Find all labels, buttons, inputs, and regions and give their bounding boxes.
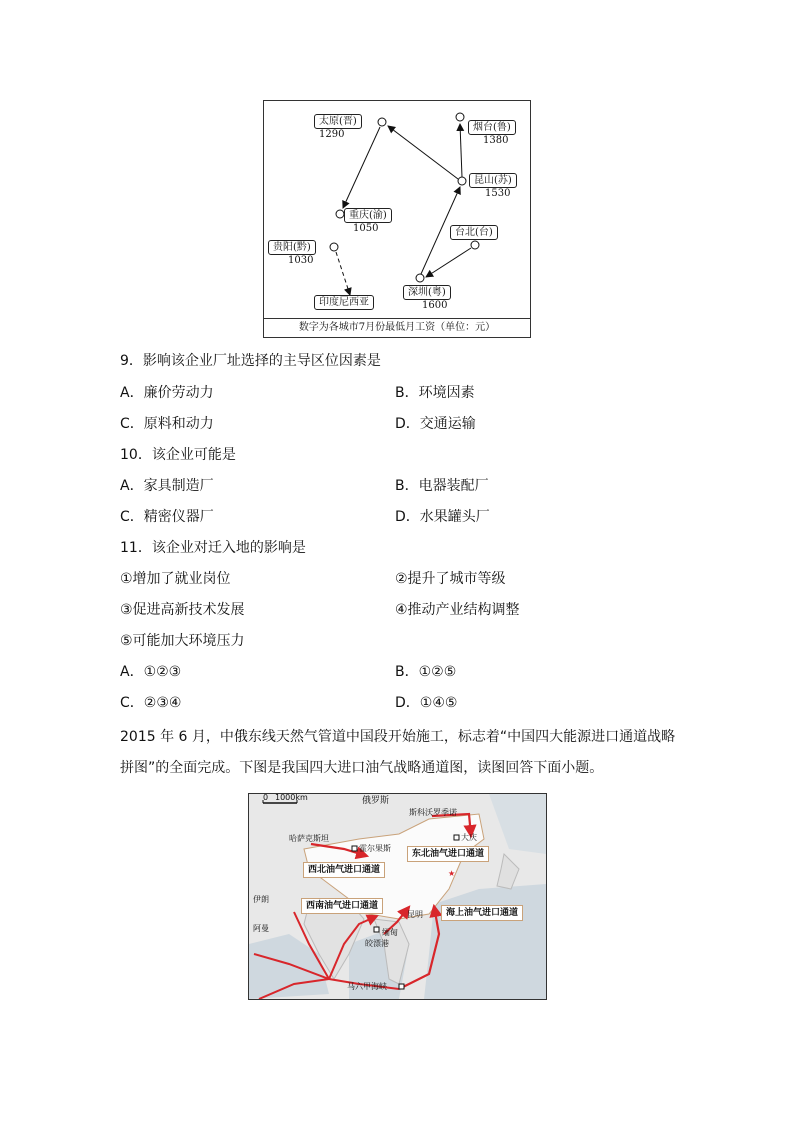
arrow-guiyang-indonesia: [336, 252, 350, 295]
question-10-stem: 10．该企业可能是: [120, 447, 236, 463]
q11-statement-3: ③促进高新技术发展: [120, 602, 245, 618]
label-kunming: 昆明: [407, 910, 423, 919]
node-square-khorgos: [352, 846, 357, 851]
node-square-myanmar: [374, 927, 379, 932]
arrow-kunshan-yantai: [460, 124, 462, 177]
scale-distance: 1000km: [275, 793, 308, 802]
q9-option-c: C．原料和动力: [120, 416, 214, 432]
city-box-guiyang: 贵阳(黔): [268, 240, 316, 255]
q11-statement-1: ①增加了就业岗位: [120, 571, 231, 587]
city-dot-chongqing: [336, 210, 344, 218]
city-box-taipei: 台北(台): [450, 225, 498, 240]
scale-zero: 0: [263, 793, 269, 802]
map-graphic: [249, 794, 546, 999]
channel-marine: 海上油气进口通道: [441, 905, 523, 921]
city-box-indonesia: 印度尼西亚: [314, 295, 374, 310]
wage-yantai: 1380: [483, 135, 509, 146]
relocation-diagram: [263, 100, 531, 338]
label-iran: 伊朗: [253, 895, 269, 904]
q11-option-d: D．①④⑤: [395, 695, 458, 711]
label-skovorodino: 斯科沃罗季诺: [409, 808, 457, 817]
passage-line-2: 拼图”的全面完成。下图是我国四大进口油气战略通道图，读图回答下面小题。: [120, 760, 604, 776]
city-box-yantai: 烟台(鲁): [468, 120, 516, 135]
city-dot-taiyuan: [378, 118, 386, 126]
q11-statement-4: ④推动产业结构调整: [395, 602, 520, 618]
label-malacca: 马六甲海峡: [347, 982, 387, 991]
wage-shenzhen: 1600: [422, 300, 448, 311]
label-khorgos: 霍尔果斯: [359, 844, 391, 853]
sea-area: [424, 884, 546, 999]
q11-option-b: B．①②⑤: [395, 664, 457, 680]
city-dot-shenzhen: [416, 274, 424, 282]
arrow-taipei-shenzhen: [426, 248, 471, 277]
label-daqing: 大庆: [461, 833, 477, 842]
city-box-kunshan: 昆山(苏): [469, 173, 517, 188]
q10-option-c: C．精密仪器厂: [120, 509, 214, 525]
city-dot-guiyang: [330, 243, 338, 251]
energy-channel-map: [248, 793, 547, 1000]
capital-star-icon: ★: [448, 869, 456, 878]
q10-option-b: B．电器装配厂: [395, 478, 489, 494]
wage-kunshan: 1530: [485, 188, 511, 199]
city-dot-taipei: [471, 241, 479, 249]
city-dot-kunshan: [458, 177, 466, 185]
channel-northwest: 西北油气进口通道: [303, 862, 385, 878]
channel-northeast: 东北油气进口通道: [407, 846, 489, 862]
city-dot-yantai: [456, 113, 464, 121]
wage-taiyuan: 1290: [319, 129, 345, 140]
q11-statement-2: ②提升了城市等级: [395, 571, 506, 587]
label-russia: 俄罗斯: [362, 796, 390, 806]
q9-option-b: B．环境因素: [395, 385, 475, 401]
label-oman: 阿曼: [253, 924, 269, 933]
node-square-daqing: [454, 835, 459, 840]
channel-southwest: 西南油气进口通道: [301, 898, 383, 914]
wage-guiyang: 1030: [288, 255, 314, 266]
label-kazakhstan: 哈萨克斯坦: [289, 834, 329, 843]
node-square-malacca: [399, 984, 404, 989]
q9-option-a: A．廉价劳动力: [120, 385, 214, 401]
label-myanmar: 缅甸: [382, 928, 398, 937]
city-box-taiyuan: 太原(晋): [314, 114, 362, 129]
q10-option-a: A．家具制造厂: [120, 478, 214, 494]
q11-option-a: A．①②③: [120, 664, 182, 680]
city-box-shenzhen: 深圳(粤): [403, 285, 451, 300]
q11-statement-5: ⑤可能加大环境压力: [120, 633, 245, 649]
arrow-kunshan-taiyuan: [388, 126, 458, 179]
diagram-caption: 数字为各城市7月份最低月工资（单位：元）: [264, 318, 530, 337]
passage-line-1: 2015 年 6 月，中俄东线天然气管道中国段开始施工，标志着“中国四大能源进口通道战略: [120, 729, 676, 745]
q10-option-d: D．水果罐头厂: [395, 509, 490, 525]
question-9-stem: 9．影响该企业厂址选择的主导区位因素是: [120, 353, 381, 369]
q11-option-c: C．②③④: [120, 695, 182, 711]
q9-option-d: D．交通运输: [395, 416, 476, 432]
question-11-stem: 11．该企业对迁入地的影响是: [120, 540, 306, 556]
wage-chongqing: 1050: [353, 223, 379, 234]
arrow-taiyuan-chongqing: [343, 127, 380, 208]
label-kyaukphyu: 皎漂港: [365, 939, 389, 948]
city-box-chongqing: 重庆(渝): [344, 208, 392, 223]
